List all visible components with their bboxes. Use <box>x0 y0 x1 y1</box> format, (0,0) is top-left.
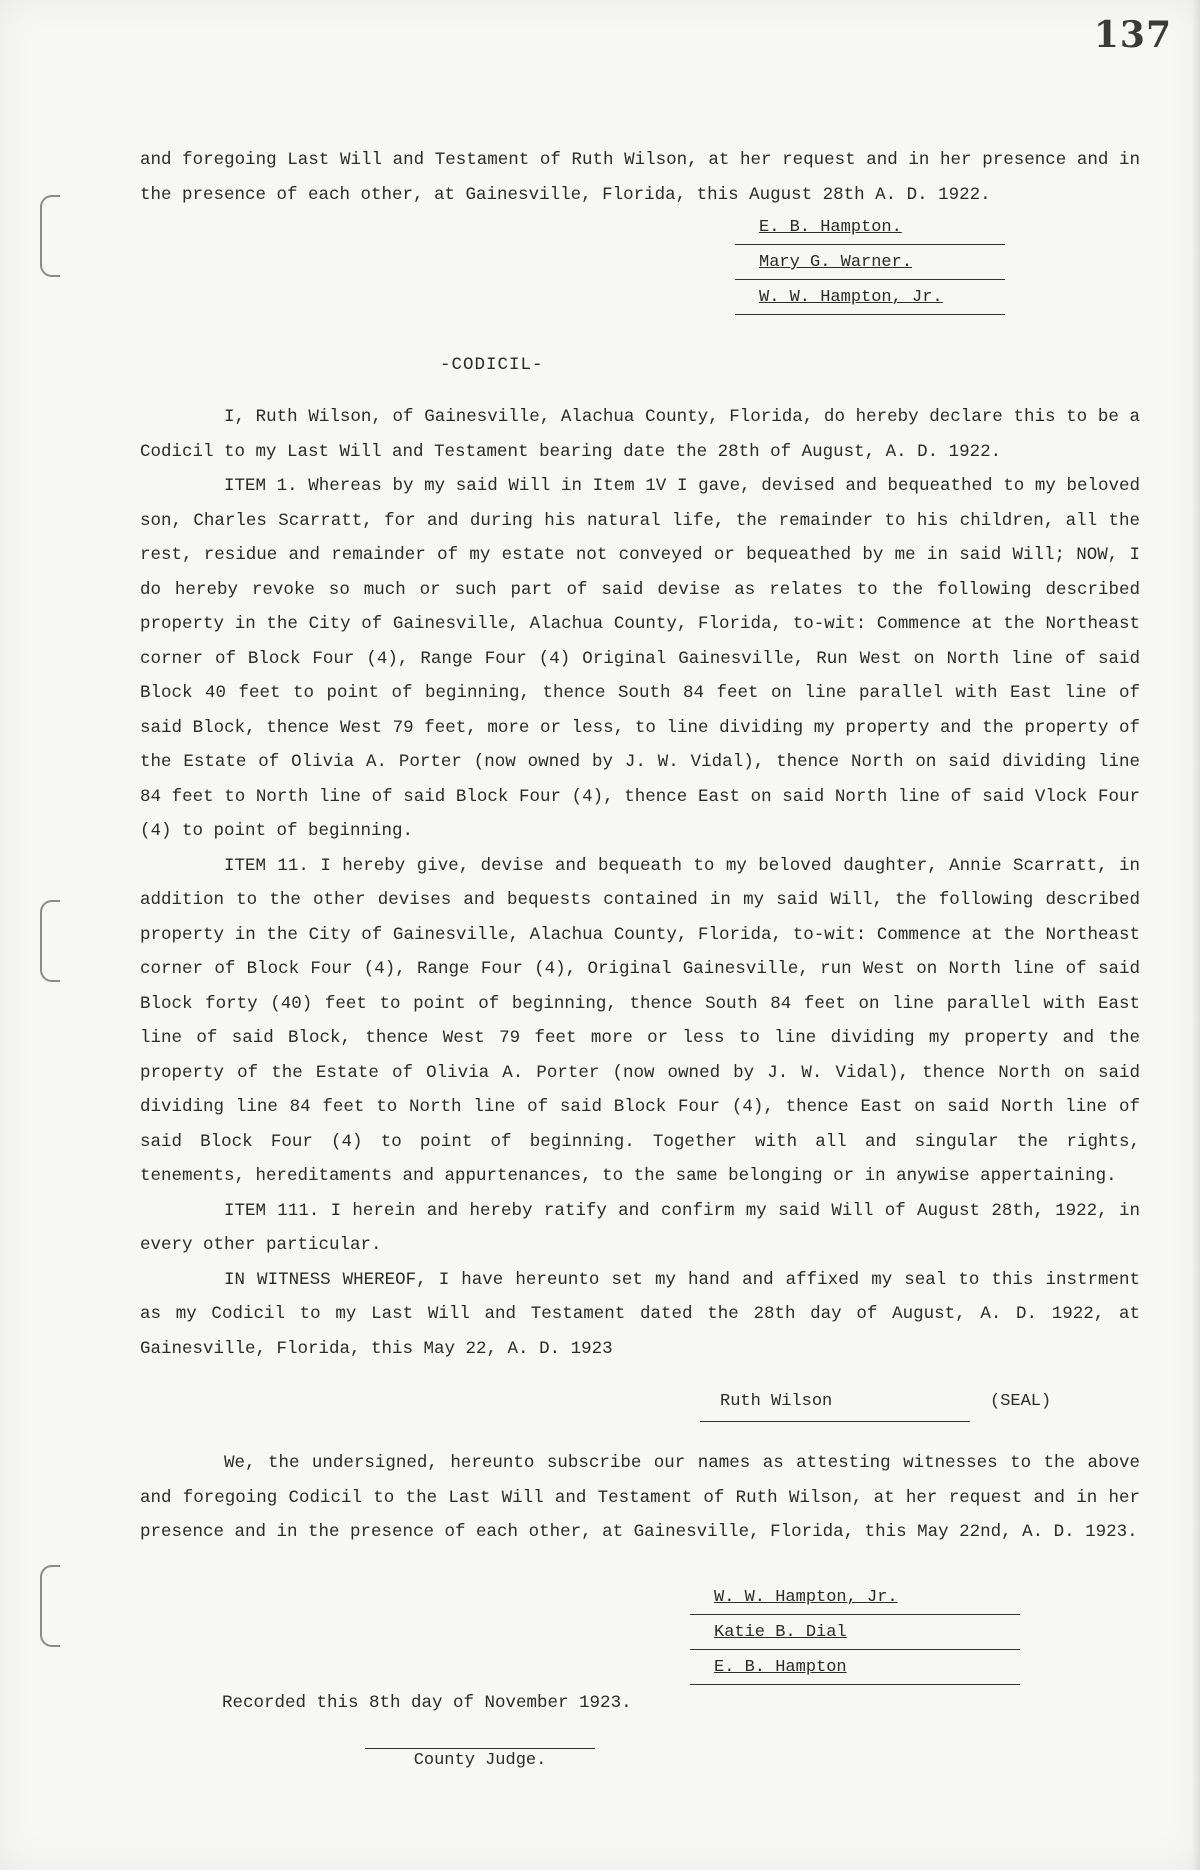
codicil-witness-signatures <box>690 1582 1020 1687</box>
item-3-paragraph: ITEM 111. I herein and hereby ratify and confirm my said Will of August 28th, 1922, in every other particular. <box>140 1200 1140 1255</box>
will-witness-name: W. W. Hampton, Jr. <box>759 288 943 307</box>
attestation-paragraph: We, the undersigned, hereunto subscribe our names as attesting witnesses to the above and foregoing Codicil to the Last Will and Testament of Ruth Wilson, at her request and in her presence and in the presence of each other, at Gainesville, Florida, this May 22nd, A. D. 1923. <box>140 1453 1140 1542</box>
codicil-body <box>140 400 1140 1366</box>
binder-hole-middle <box>40 900 60 982</box>
binder-hole-top <box>40 195 60 277</box>
codicil-heading: -CODICIL- <box>440 355 544 375</box>
will-witness-name: Mary G. Warner. <box>759 253 913 272</box>
will-witness-signatures <box>735 212 1005 317</box>
item-2-paragraph: ITEM 11. I hereby give, devise and bequeath to my beloved daughter, Annie Scarratt, in addition to the other devises and bequests contained in my said Will, the following described property in the City of Gainesville, Alachua County, Florida, to-wit: Commence at the Northeast corner of Block Four (4), Range Four (4), Original Gainesville, run West on North line of said Block forty (40) feet to point of beginning, thence South 84 feet on line parallel with East line of said Block, thence West 79 feet more or less to line dividing my property and the property of the Estate of Olivia A. Porter (now owned by J. W. Vidal), thence North on said dividing line 84 feet to North line of said Block Four (4), thence East on said North line of said Block Four (4) to point of beginning. Together with all and singular the rights, tenements, hereditaments and appurtenances, to the same belonging or in anywise appertaining. <box>140 855 1140 1186</box>
codicil-witness-name: W. W. Hampton, Jr. <box>714 1588 898 1607</box>
testator-signature: Ruth Wilson <box>700 1392 970 1422</box>
will-witness-line <box>735 212 1005 245</box>
codicil-witness-name: E. B. Hampton <box>714 1658 847 1677</box>
page-number: 137 <box>1093 14 1172 56</box>
will-witness-line <box>735 282 1005 315</box>
will-witness-line <box>735 247 1005 280</box>
codicil-witness-line <box>690 1652 1020 1685</box>
intro-block <box>140 143 1140 212</box>
seal-label: (SEAL) <box>990 1392 1052 1411</box>
codicil-witness-line <box>690 1617 1020 1650</box>
intro-paragraph: and foregoing Last Will and Testament of Ruth Wilson, at her request and in her presence and in the presence of each other, at Gainesville, Florida, this August 28th A. D. 1922. <box>140 150 1140 205</box>
page-edge-shadow <box>1192 0 1200 1870</box>
will-witness-name: E. B. Hampton. <box>759 218 902 237</box>
codicil-witness-name: Katie B. Dial <box>714 1623 847 1642</box>
recorded-block <box>222 1686 1022 1721</box>
attestation-block <box>140 1446 1140 1550</box>
declaration-paragraph: I, Ruth Wilson, of Gainesville, Alachua County, Florida, do hereby declare this to be a Codicil to my Last Will and Testament bearing date the 28th of August, A. D. 1922. <box>140 407 1140 462</box>
item-1-paragraph: ITEM 1. Whereas by my said Will in Item 1V I gave, devised and bequeathed to my beloved son, Charles Scarratt, for and during his natural life, the remainder to his children, all the rest, residue and remainder of my estate not conveyed or bequeathed by me in said Will; NOW, I do hereby revoke so much or such part of said devise as relates to the following described property in the City of Gainesville, Alachua County, Florida, to-wit: Commence at the Northeast corner of Block Four (4), Range Four (4) Original Gainesville, Run West on North line of said Block 40 feet to point of beginning, thence South 84 feet on line parallel with East line of said Block, thence West 79 feet, more or less, to line dividing my property and the property of the Estate of Olivia A. Porter (now owned by J. W. Vidal), thence North on said dividing line 84 feet to North line of said Block Four (4), thence East on said North line of said Vlock Four (4) to point of beginning. <box>140 476 1140 841</box>
testator-signature-row <box>700 1392 1070 1424</box>
county-judge-line: County Judge. <box>365 1748 595 1770</box>
witness-whereof-paragraph: IN WITNESS WHEREOF, I have hereunto set my hand and affixed my seal to this instrment as my Codicil to my Last Will and Testament dated the 28th day of August, A. D. 1922, at Gainesville, Florida, this May 22, A. D. 1923 <box>140 1269 1140 1359</box>
recorded-line: Recorded this 8th day of November 1923. <box>222 1693 632 1713</box>
codicil-heading-block <box>140 348 1140 383</box>
codicil-witness-line <box>690 1582 1020 1615</box>
binder-hole-bottom <box>40 1565 60 1647</box>
